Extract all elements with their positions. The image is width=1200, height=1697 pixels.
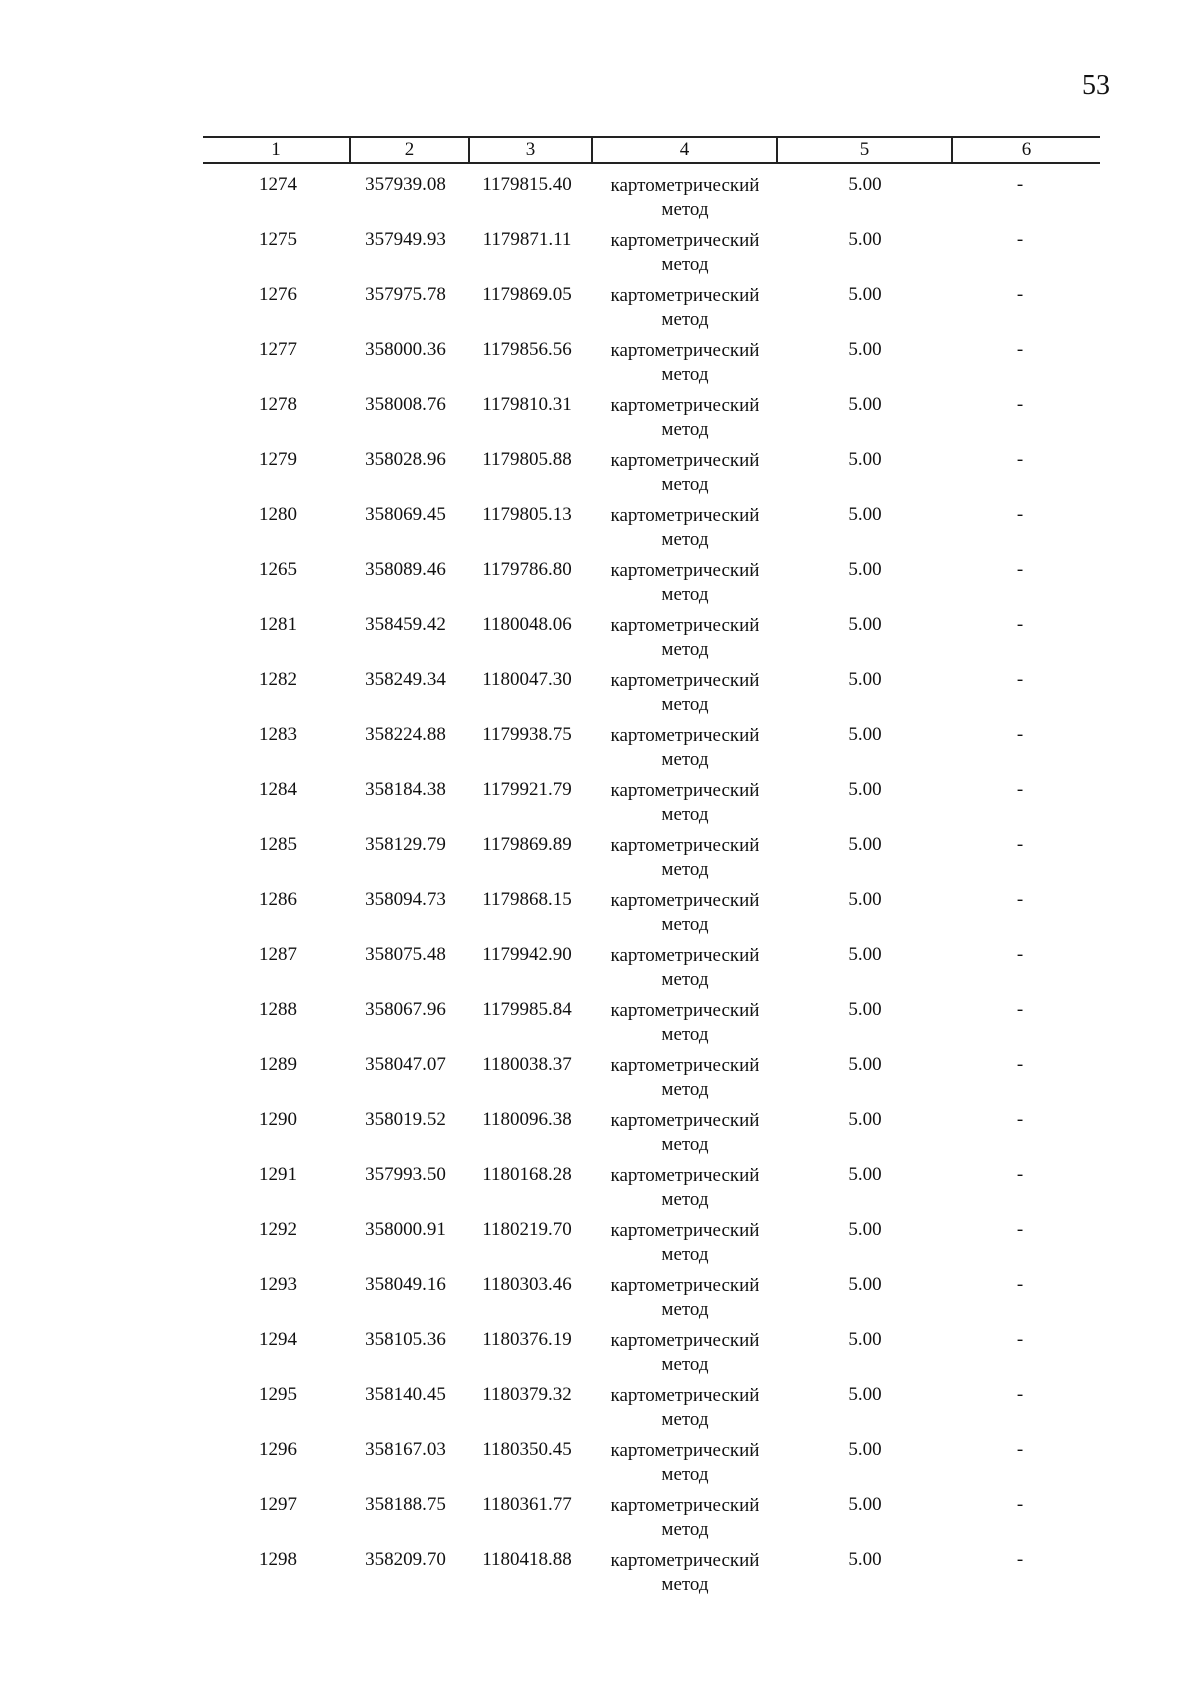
method	[590, 339, 780, 387]
method	[590, 174, 780, 222]
table-row	[0, 1545, 1200, 1600]
note: -	[1016, 944, 1024, 965]
method	[590, 394, 780, 442]
coordinate-y: 1179869.89	[482, 834, 572, 855]
table-row	[0, 280, 1200, 335]
method	[590, 504, 780, 552]
table-row	[0, 1160, 1200, 1215]
table-row	[0, 775, 1200, 830]
method	[590, 614, 780, 662]
coordinate-y: 1179871.11	[482, 229, 572, 250]
accuracy: 5.00	[848, 1109, 882, 1130]
method	[590, 229, 780, 277]
coordinate-x: 358209.70	[365, 1549, 446, 1570]
table-row	[0, 1105, 1200, 1160]
coordinate-y: 1179805.13	[482, 504, 572, 525]
note: -	[1016, 1494, 1024, 1515]
method-line-2: метод	[661, 1519, 709, 1540]
note: -	[1016, 669, 1024, 690]
note: -	[1016, 999, 1024, 1020]
accuracy: 5.00	[848, 1439, 882, 1460]
method	[590, 944, 780, 992]
note: -	[1016, 1109, 1024, 1130]
coordinate-x: 358105.36	[365, 1329, 446, 1350]
method-line-1: картометрический	[610, 725, 760, 746]
method-line-1: картометрический	[610, 1000, 760, 1021]
coordinate-y: 1180303.46	[482, 1274, 572, 1295]
method	[590, 834, 780, 882]
note: -	[1016, 229, 1024, 250]
method-line-1: картометрический	[610, 450, 760, 471]
method-line-1: картометрический	[610, 1220, 760, 1241]
method-line-2: метод	[661, 804, 709, 825]
method-line-1: картометрический	[610, 890, 760, 911]
method-line-1: картометрический	[610, 175, 760, 196]
method-line-1: картометрический	[610, 1055, 760, 1076]
header-col-1: 1	[271, 139, 281, 160]
method-line-2: метод	[661, 694, 709, 715]
accuracy: 5.00	[848, 779, 882, 800]
coordinate-y: 1180350.45	[482, 1439, 572, 1460]
method	[590, 999, 780, 1047]
point-number: 1298	[259, 1549, 297, 1570]
note: -	[1016, 284, 1024, 305]
note: -	[1016, 1164, 1024, 1185]
accuracy: 5.00	[848, 999, 882, 1020]
coordinate-y: 1180038.37	[482, 1054, 572, 1075]
note: -	[1016, 724, 1024, 745]
method-line-1: картометрический	[610, 1275, 760, 1296]
coordinate-y: 1180379.32	[482, 1384, 572, 1405]
coordinate-y: 1180168.28	[482, 1164, 572, 1185]
coordinate-y: 1180047.30	[482, 669, 572, 690]
table-row	[0, 170, 1200, 225]
table-row	[0, 335, 1200, 390]
coordinate-x: 358184.38	[365, 779, 446, 800]
coordinate-y: 1180096.38	[482, 1109, 572, 1130]
table-row	[0, 885, 1200, 940]
coordinate-y: 1179938.75	[482, 724, 572, 745]
header-col-2: 2	[404, 139, 415, 160]
method	[590, 1439, 780, 1487]
coordinate-x: 358094.73	[365, 889, 446, 910]
table-row	[0, 665, 1200, 720]
table-row	[0, 1050, 1200, 1105]
coordinate-x: 358049.16	[365, 1274, 446, 1295]
method	[590, 284, 780, 332]
note: -	[1016, 1274, 1024, 1295]
table-row	[0, 225, 1200, 280]
coordinate-y: 1179921.79	[482, 779, 572, 800]
method-line-2: метод	[661, 364, 709, 385]
coordinate-y: 1180048.06	[482, 614, 572, 635]
accuracy: 5.00	[848, 1384, 882, 1405]
method-line-1: картометрический	[610, 1550, 760, 1571]
point-number: 1265	[259, 559, 297, 580]
method	[590, 669, 780, 717]
table-row	[0, 940, 1200, 995]
method-line-2: метод	[661, 1574, 709, 1595]
point-number: 1275	[259, 229, 297, 250]
method-line-1: картометрический	[610, 835, 760, 856]
point-number: 1292	[259, 1219, 297, 1240]
accuracy: 5.00	[848, 834, 882, 855]
point-number: 1295	[259, 1384, 297, 1405]
point-number: 1285	[259, 834, 297, 855]
note: -	[1016, 559, 1024, 580]
note: -	[1016, 174, 1024, 195]
method-line-2: метод	[661, 419, 709, 440]
point-number: 1280	[259, 504, 297, 525]
coordinate-x: 358047.07	[365, 1054, 446, 1075]
point-number: 1278	[259, 394, 297, 415]
accuracy: 5.00	[848, 1164, 882, 1185]
method-line-2: метод	[661, 199, 709, 220]
point-number: 1274	[259, 174, 297, 195]
point-number: 1294	[259, 1329, 297, 1350]
accuracy: 5.00	[848, 1494, 882, 1515]
method-line-1: картометрический	[610, 285, 760, 306]
method-line-1: картометрический	[610, 505, 760, 526]
method-line-2: метод	[661, 1134, 709, 1155]
method-line-2: метод	[661, 969, 709, 990]
table-row	[0, 1435, 1200, 1490]
note: -	[1016, 1219, 1024, 1240]
coordinate-x: 357975.78	[365, 284, 446, 305]
coordinate-x: 358224.88	[365, 724, 446, 745]
accuracy: 5.00	[848, 1274, 882, 1295]
point-number: 1279	[259, 449, 297, 470]
coordinate-x: 358028.96	[365, 449, 446, 470]
method-line-1: картометрический	[610, 615, 760, 636]
method	[590, 1494, 780, 1542]
coordinate-x: 357993.50	[365, 1164, 446, 1185]
method-line-1: картометрический	[610, 780, 760, 801]
method-line-1: картометрический	[610, 945, 760, 966]
point-number: 1282	[259, 669, 297, 690]
table-row	[0, 1325, 1200, 1380]
header-col-5: 5	[859, 139, 870, 160]
accuracy: 5.00	[848, 1549, 882, 1570]
method-line-2: метод	[661, 584, 709, 605]
coordinate-x: 358129.79	[365, 834, 446, 855]
coordinate-y: 1179869.05	[482, 284, 572, 305]
method-line-2: метод	[661, 1299, 709, 1320]
table-header	[203, 136, 1100, 164]
table-row	[0, 555, 1200, 610]
coordinate-x: 358069.45	[365, 504, 446, 525]
coordinate-x: 358167.03	[365, 1439, 446, 1460]
accuracy: 5.00	[848, 724, 882, 745]
note: -	[1016, 339, 1024, 360]
coordinate-x: 358075.48	[365, 944, 446, 965]
method	[590, 1054, 780, 1102]
method	[590, 1164, 780, 1212]
method	[590, 1549, 780, 1597]
coordinate-y: 1180418.88	[482, 1549, 572, 1570]
table-row	[0, 1270, 1200, 1325]
coordinate-y: 1180376.19	[482, 1329, 572, 1350]
method-line-1: картометрический	[610, 1440, 760, 1461]
accuracy: 5.00	[848, 229, 882, 250]
accuracy: 5.00	[848, 449, 882, 470]
point-number: 1289	[259, 1054, 297, 1075]
accuracy: 5.00	[848, 559, 882, 580]
note: -	[1016, 1439, 1024, 1460]
accuracy: 5.00	[848, 944, 882, 965]
method-line-1: картометрический	[610, 395, 760, 416]
method-line-2: метод	[661, 254, 709, 275]
note: -	[1016, 1054, 1024, 1075]
coordinate-x: 358459.42	[365, 614, 446, 635]
method	[590, 559, 780, 607]
point-number: 1288	[259, 999, 297, 1020]
header-col-3: 3	[525, 139, 536, 160]
point-number: 1293	[259, 1274, 297, 1295]
table-row	[0, 445, 1200, 500]
method-line-1: картометрический	[610, 1385, 760, 1406]
point-number: 1291	[259, 1164, 297, 1185]
accuracy: 5.00	[848, 1054, 882, 1075]
accuracy: 5.00	[848, 394, 882, 415]
coordinate-y: 1180361.77	[482, 1494, 572, 1515]
accuracy: 5.00	[848, 284, 882, 305]
point-number: 1286	[259, 889, 297, 910]
accuracy: 5.00	[848, 614, 882, 635]
coordinate-y: 1179786.80	[482, 559, 572, 580]
method-line-2: метод	[661, 1354, 709, 1375]
method-line-2: метод	[661, 474, 709, 495]
method	[590, 724, 780, 772]
table-row	[0, 610, 1200, 665]
header-col-4: 4	[679, 139, 690, 160]
coordinate-x: 358019.52	[365, 1109, 446, 1130]
note: -	[1016, 834, 1024, 855]
note: -	[1016, 1549, 1024, 1570]
accuracy: 5.00	[848, 1219, 882, 1240]
page-number: 53	[1082, 70, 1110, 101]
method	[590, 1274, 780, 1322]
note: -	[1016, 1384, 1024, 1405]
method-line-1: картометрический	[610, 230, 760, 251]
method	[590, 889, 780, 937]
coordinate-y: 1179985.84	[482, 999, 572, 1020]
method-line-2: метод	[661, 749, 709, 770]
header-col-6: 6	[1021, 139, 1032, 160]
method-line-2: метод	[661, 529, 709, 550]
table-row	[0, 995, 1200, 1050]
accuracy: 5.00	[848, 504, 882, 525]
table-row	[0, 1215, 1200, 1270]
note: -	[1016, 614, 1024, 635]
point-number: 1290	[259, 1109, 297, 1130]
method-line-1: картометрический	[610, 1330, 760, 1351]
method-line-2: метод	[661, 859, 709, 880]
method-line-1: картометрический	[610, 1110, 760, 1131]
accuracy: 5.00	[848, 889, 882, 910]
table-row	[0, 390, 1200, 445]
table-row	[0, 720, 1200, 775]
coordinate-y: 1180219.70	[482, 1219, 572, 1240]
table-row	[0, 500, 1200, 555]
coordinate-x: 358188.75	[365, 1494, 446, 1515]
note: -	[1016, 1329, 1024, 1350]
method	[590, 779, 780, 827]
coordinate-x: 358000.36	[365, 339, 446, 360]
method-line-2: метод	[661, 1079, 709, 1100]
coordinate-x: 357949.93	[365, 229, 446, 250]
table-body	[0, 170, 1200, 1600]
coordinate-y: 1179856.56	[482, 339, 572, 360]
method-line-2: метод	[661, 309, 709, 330]
note: -	[1016, 449, 1024, 470]
method	[590, 449, 780, 497]
coordinate-y: 1179805.88	[482, 449, 572, 470]
method-line-2: метод	[661, 914, 709, 935]
accuracy: 5.00	[848, 1329, 882, 1350]
method	[590, 1329, 780, 1377]
point-number: 1281	[259, 614, 297, 635]
method-line-2: метод	[661, 639, 709, 660]
method-line-1: картометрический	[610, 670, 760, 691]
point-number: 1296	[259, 1439, 297, 1460]
coordinate-x: 358067.96	[365, 999, 446, 1020]
accuracy: 5.00	[848, 174, 882, 195]
coordinate-x: 358140.45	[365, 1384, 446, 1405]
point-number: 1283	[259, 724, 297, 745]
method	[590, 1109, 780, 1157]
table-row	[0, 1380, 1200, 1435]
point-number: 1276	[259, 284, 297, 305]
coordinate-x: 358089.46	[365, 559, 446, 580]
note: -	[1016, 779, 1024, 800]
method-line-2: метод	[661, 1024, 709, 1045]
coordinate-y: 1179810.31	[482, 394, 572, 415]
point-number: 1297	[259, 1494, 297, 1515]
note: -	[1016, 889, 1024, 910]
point-number: 1277	[259, 339, 297, 360]
method-line-2: метод	[661, 1244, 709, 1265]
coordinate-x: 357939.08	[365, 174, 446, 195]
accuracy: 5.00	[848, 339, 882, 360]
method-line-2: метод	[661, 1189, 709, 1210]
accuracy: 5.00	[848, 669, 882, 690]
method-line-1: картометрический	[610, 1495, 760, 1516]
method	[590, 1384, 780, 1432]
point-number: 1284	[259, 779, 297, 800]
table-row	[0, 830, 1200, 885]
note: -	[1016, 504, 1024, 525]
coordinate-x: 358008.76	[365, 394, 446, 415]
coordinate-y: 1179815.40	[482, 174, 572, 195]
method	[590, 1219, 780, 1267]
coordinate-x: 358000.91	[365, 1219, 446, 1240]
coordinate-y: 1179942.90	[482, 944, 572, 965]
method-line-2: метод	[661, 1409, 709, 1430]
point-number: 1287	[259, 944, 297, 965]
method-line-2: метод	[661, 1464, 709, 1485]
coordinate-x: 358249.34	[365, 669, 446, 690]
method-line-1: картометрический	[610, 1165, 760, 1186]
table-row	[0, 1490, 1200, 1545]
method-line-1: картометрический	[610, 340, 760, 361]
note: -	[1016, 394, 1024, 415]
coordinate-y: 1179868.15	[482, 889, 572, 910]
method-line-1: картометрический	[610, 560, 760, 581]
